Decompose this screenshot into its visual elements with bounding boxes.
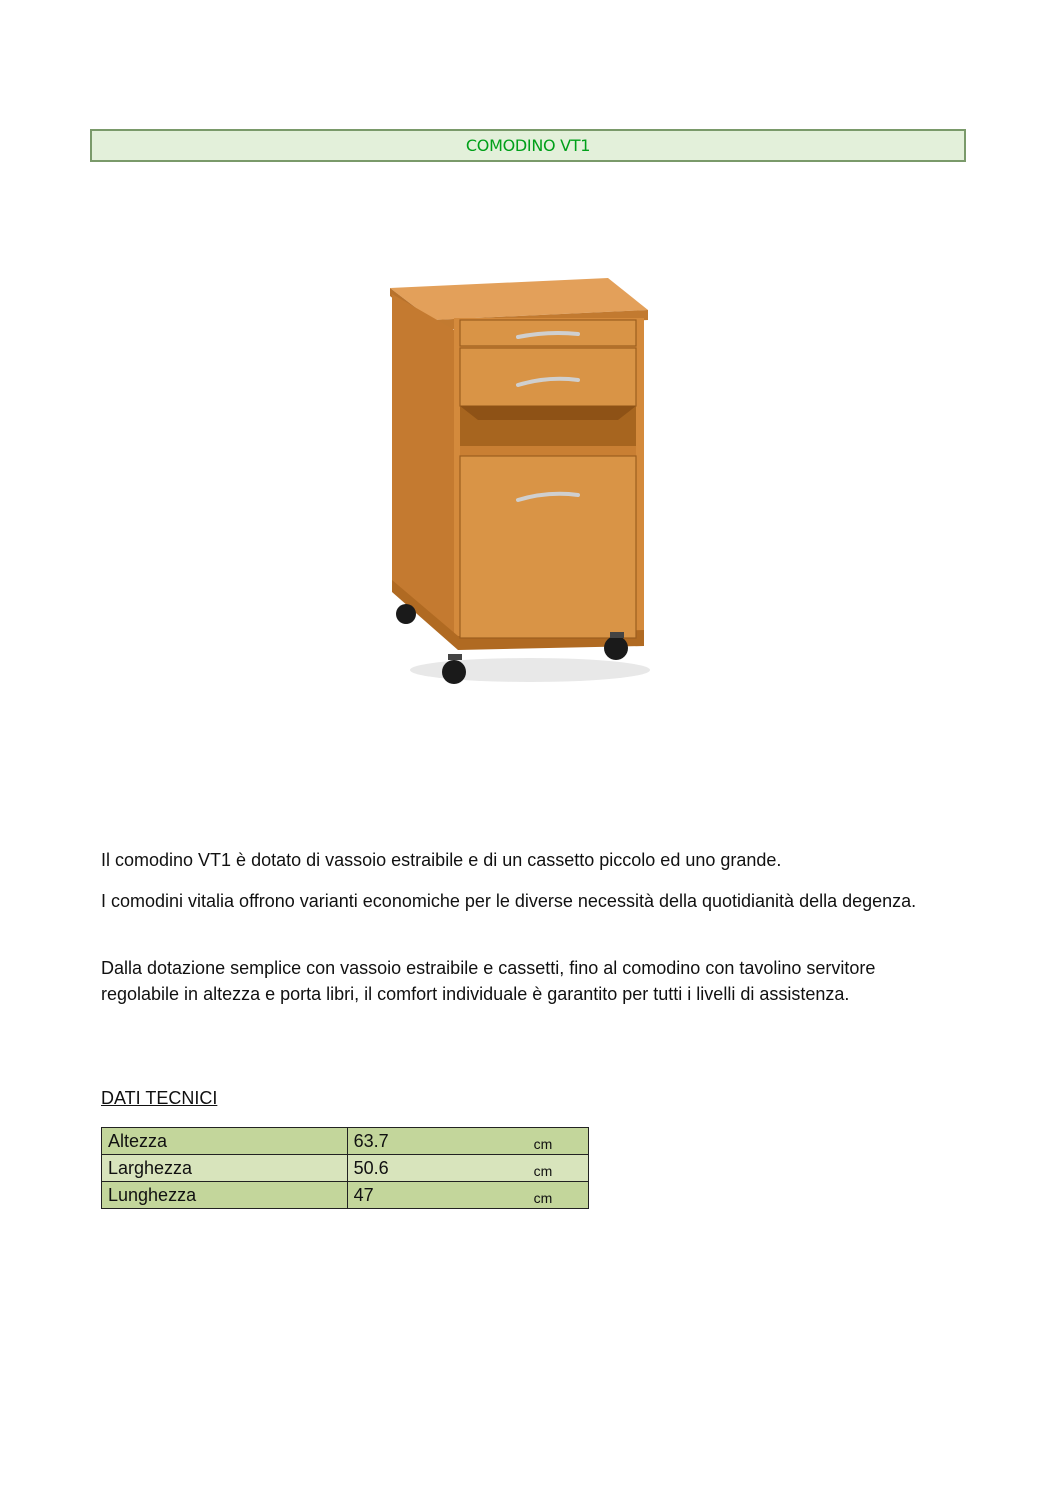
- spec-label: Altezza: [102, 1128, 348, 1155]
- title-box: [90, 129, 966, 162]
- wheel-back-left: [396, 604, 416, 624]
- wheel-front-left: [442, 660, 466, 684]
- table-row: [102, 1128, 589, 1155]
- description-paragraph-2: I comodini vitalia offrono varianti economiche per le diverse necessità della quotidianità della degenza.: [101, 891, 917, 911]
- description-paragraph-1: Il comodino VT1 è dotato di vassoio estraibile e di un cassetto piccolo ed uno grande.: [101, 850, 782, 870]
- page-title: COMODINO VT1: [465, 136, 591, 155]
- open-shelf-floor: [460, 446, 636, 456]
- wheel-front-right: [604, 636, 628, 660]
- table-row: [102, 1155, 589, 1182]
- specs-table: [101, 1127, 589, 1209]
- spec-unit: cm: [533, 1190, 553, 1206]
- spec-label: Larghezza: [102, 1155, 348, 1182]
- wheel-mount-right: [610, 632, 624, 638]
- spec-value: 50.6: [353, 1158, 389, 1178]
- drawer-medium: [460, 348, 636, 406]
- wheel-mount-left: [448, 654, 462, 660]
- door-large: [460, 456, 636, 638]
- spec-unit: cm: [533, 1136, 553, 1152]
- spec-value-cell: [347, 1128, 588, 1155]
- product-image: [380, 270, 680, 700]
- spec-value: 63.7: [353, 1131, 389, 1151]
- description-paragraph-3: Dalla dotazione semplice con vassoio estraibile e cassetti, fino al comodino con tavolino servitore regolabile in altezza e porta libri, il comfort individuale è garantito per tutti i livelli di assistenza.: [101, 958, 876, 1004]
- spec-value-cell: [347, 1182, 588, 1209]
- spec-value-cell: [347, 1155, 588, 1182]
- spec-label: Lunghezza: [102, 1182, 348, 1209]
- specs-heading: DATI TECNICI: [101, 1088, 218, 1108]
- open-shelf-back: [460, 406, 636, 420]
- spec-unit: cm: [533, 1163, 553, 1179]
- table-row: [102, 1182, 589, 1209]
- spec-value: 47: [353, 1185, 374, 1205]
